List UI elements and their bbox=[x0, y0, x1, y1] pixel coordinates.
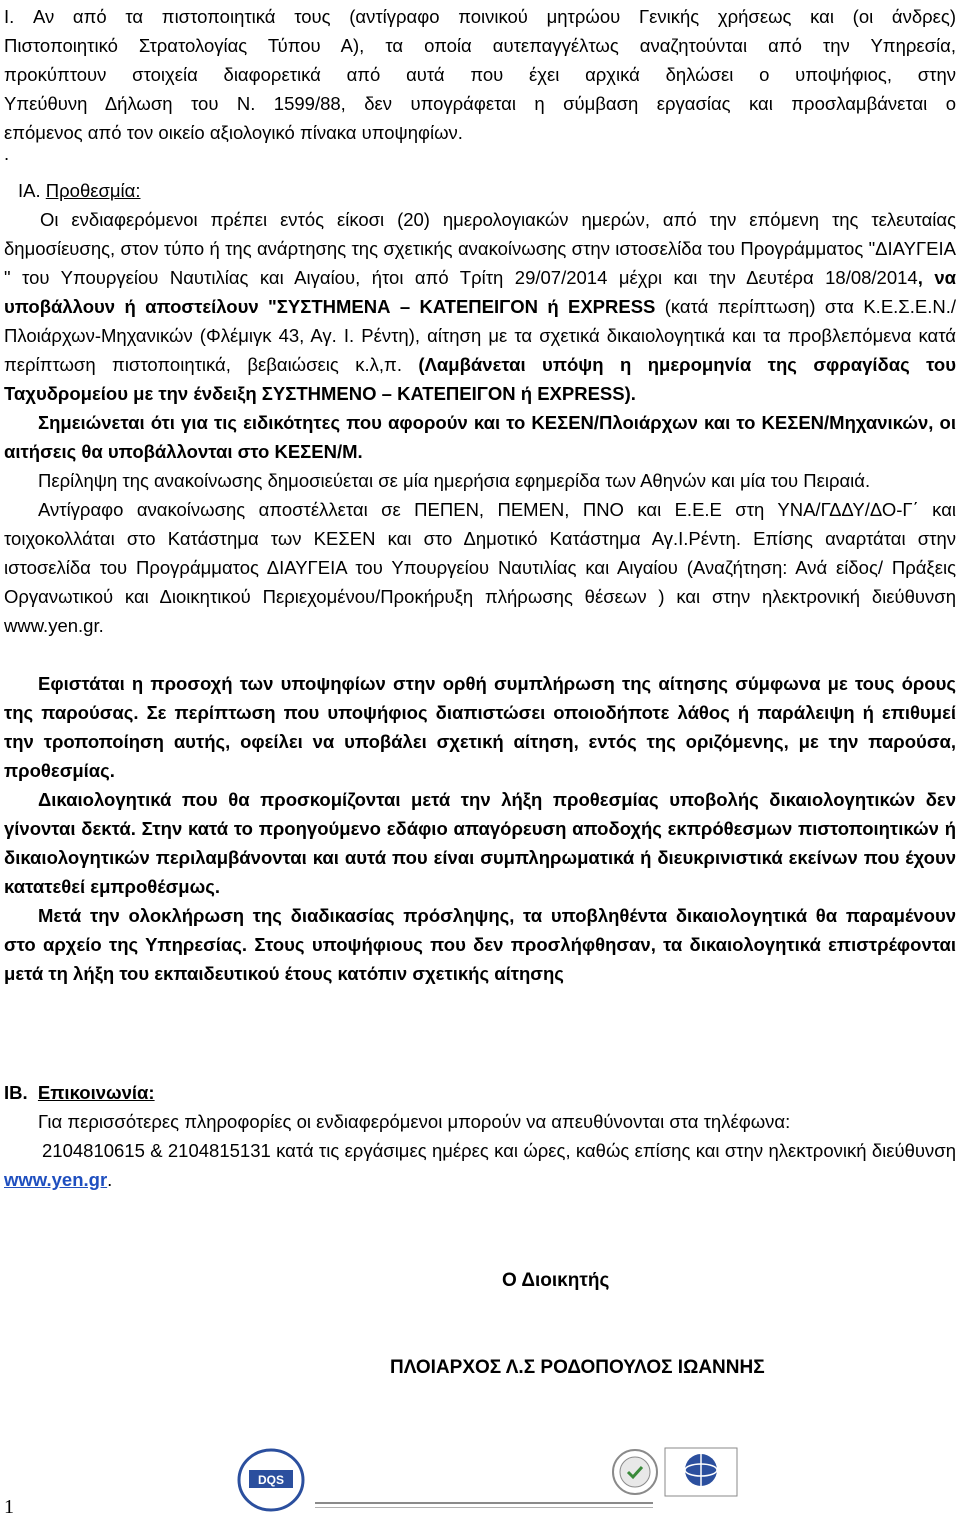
kesen-note: Σημειώνεται ότι για τις ειδικότητες που αφορούν και το ΚΕΣΕΝ/Πλοιάρχων και το ΚΕΣΕΝ/Μηχανικών, οι αιτήσεις θα υποβάλλονται στο ΚΕΣΕΝ/Μ. bbox=[4, 412, 956, 462]
dqs-logo-icon bbox=[239, 1450, 303, 1510]
section-ia-body bbox=[4, 176, 956, 988]
page-number: 1 bbox=[4, 1496, 14, 1518]
section-i-line-2: Πιστοποιητικό Στρατολογίας Τύπου Α), τα οποία αυτεπαγγέλτως αναζητούνται από την Υπηρεσία, bbox=[4, 35, 956, 56]
attention-paragraph: Εφιστάται η προσοχή των υποψηφίων στην ορθή συμπλήρωση της αίτησης σύμφωνα με τους όρους της παρούσας. Σε περίπτωση που υποψήφιος διαπιστώσει οποιοδήποτε λάθος ή παράλειψη ή επιθυμεί την τροποποίηση αυτής, οφείλει να υποβάλει σχετική αίτηση, εντός της οριζόμενης, με την παρούσα, προθεσμίας. bbox=[4, 673, 956, 781]
deadline-address: (κατά περίπτωση) στα Κ.Ε.Σ.Ε.Ν./ Πλοιάρχων-Μηχανικών (Φλέμιγκ 43, Αγ. Ι. Ρέντη), αίτηση με τα σχετικά δικαιολογητικά και τα προβλεπόμενα κατά περίπτωση πιστοποιητικά, βεβαιώσεις κ.λ,π. bbox=[4, 296, 956, 375]
deadline-postmark-note: (Λαμβάνεται υπόψη η ημερομηνία της σφραγίδας του Ταχυδρομείου με την ένδειξη ΣΥΣΤΗΜΕΝΟ – ΚΑΤΕΠΕΙΓΟΝ ή EXPRESS). bbox=[4, 354, 956, 404]
certificate-text-line-icon bbox=[315, 1502, 653, 1504]
section-ib bbox=[4, 1078, 956, 1194]
contact-phones: 2104810615 & 2104815131 κατά τις εργάσιμες ημέρες και ώρες, καθώς επίσης και στην ηλεκτρονική διεύθυνση bbox=[42, 1140, 956, 1161]
contact-line-1: Για περισσότερες πληροφορίες οι ενδιαφερόμενοι μπορούν να απευθύνονται στα τηλέφωνα: bbox=[38, 1111, 791, 1132]
deadline-paragraph bbox=[4, 205, 956, 408]
deadline-mail-type: ΣΥΣΤΗΜΕΝΑ – ΚΑΤΕΠΕΙΓΟΝ ή EXPRESS bbox=[276, 296, 656, 317]
archive-paragraph: Μετά την ολοκλήρωση της διαδικασίας πρόσληψης, τα υποβληθέντα δικαιολογητικά θα παραμένουν στο αρχείο της Υπηρεσίας. Στους υποψήφιους που δεν προσλήφθησαν, τα δικαιολογητικά επιστρέφονται μετά τη λήξη του εκπαιδευτικού έτους κατόπιν σχετικής αίτησης bbox=[4, 905, 956, 984]
iqnet-logo-icon bbox=[665, 1448, 737, 1496]
footer-certification-strip bbox=[225, 1440, 745, 1524]
section-i-line-1: I. Αν από τα πιστοποιητικά τους (αντίγραφο ποινικού μητρώου Γενικής χρήσεως και (οι άνδρες) bbox=[4, 6, 956, 27]
contact-line-2 bbox=[4, 1136, 956, 1194]
signature-name: ΠΛΟΙΑΡΧΟΣ Λ.Σ ΡΟΔΟΠΟΥΛΟΣ ΙΩΑΝΝΗΣ bbox=[390, 1357, 765, 1378]
signature-role: Ο Διοικητής bbox=[502, 1270, 610, 1291]
contact-end: . bbox=[107, 1169, 113, 1190]
copy-paragraph: Αντίγραφο ανακοίνωσης αποστέλλεται σε ΠΕΠΕΝ, ΠΕΜΕΝ, ΠΝΟ και Ε.Ε.Ε στη ΥΝΑ/ΓΔΔΥ/ΔΟ-Γ΄ και τοιχοκολλάται στο Κατάστημα των ΚΕΣΕΝ και στο Δημοτικό Κατάστημα Αγ.Ι.Ρέντη. Επίσης αναρτάται στην ιστοσελίδα του Προγράμματος ΔΙΑΥΓΕΙΑ του Υπουργείου Ναυτιλίας και Αιγαίου (Αναζήτηση: Ανά είδος/ Πράξεις Οργανωτικού και Διοικητικού Περιεχομένου/Προκήρυξη πλήρωσης θέσεων ) και στην ηλεκτρονική διεύθυνση www.yen.gr. bbox=[4, 499, 956, 636]
deadline-dates: Οι ενδιαφερόμενοι πρέπει εντός είκοσι (20) ημερολογιακών ημερών, από την επόμενη της τελευταίας δημοσίευσης, στον τύπο ή της ανάρτησης της σχετικής ανακοίνωσης στην ιστοσελίδα του Προγράμματος "ΔΙΑΥΓΕΙΑ " του Υπουργείου Ναυτιλίας και Αιγαίου, ήτοι από Τρίτη 29/07/2014 μέχρι και την Δευτέρα 18/08/2014 bbox=[4, 209, 956, 288]
section-ib-title: Επικοινωνία: bbox=[37, 1082, 155, 1103]
svg-text:DQS: DQS bbox=[257, 1473, 285, 1487]
section-i-line-4: Υπεύθυνη Δήλωση του Ν. 1599/88, δεν υπογράφεται η σύμβαση εργασίας και προσλαμβάνεται ο bbox=[4, 93, 956, 114]
section-ia-title: Προθεσμία: bbox=[45, 180, 141, 201]
section-i-line-5: επόμενος από τον οικείο αξιολογικό πίνακα υποψηφίων. bbox=[4, 122, 463, 143]
deadline-submit: , να υποβάλλουν ή αποστείλουν " bbox=[4, 267, 956, 317]
section-ib-label: ΙΒ. bbox=[4, 1082, 28, 1103]
certificate-text-line-2-icon bbox=[315, 1507, 653, 1508]
section-i bbox=[4, 2, 956, 164]
certification-logos bbox=[225, 1440, 745, 1524]
section-ia-label: ΙΑ. bbox=[18, 180, 41, 201]
certified-seal-icon bbox=[613, 1450, 657, 1494]
website-link[interactable]: www.yen.gr bbox=[4, 1169, 108, 1190]
section-i-line-3: προκύπτουν στοιχεία διαφορετικά από αυτά που έχει αρχικά δηλώσει ο υποψήφιος, στην bbox=[4, 64, 956, 85]
summary-paragraph: Περίληψη της ανακοίνωσης δημοσιεύεται σε μία ημερήσια εφημερίδα των Αθηνών και μία του Πειραιά. bbox=[38, 470, 871, 491]
section-i-dot: . bbox=[4, 143, 10, 164]
late-documents-paragraph: Δικαιολογητικά που θα προσκομίζονται μετά την λήξη προθεσμίας υποβολής δικαιολογητικών δεν γίνονται δεκτά. Στην κατά το προηγούμενο εδάφιο απαγόρευση αποδοχής εκπρόθεσμων πιστοποιητικών ή δικαιολογητικών περιλαμβάνονται και αυτά που είναι συμπληρωματικά ή διευκρινιστικά εκείνων που έχουν κατατεθεί εμπροθέσμως. bbox=[4, 789, 956, 897]
